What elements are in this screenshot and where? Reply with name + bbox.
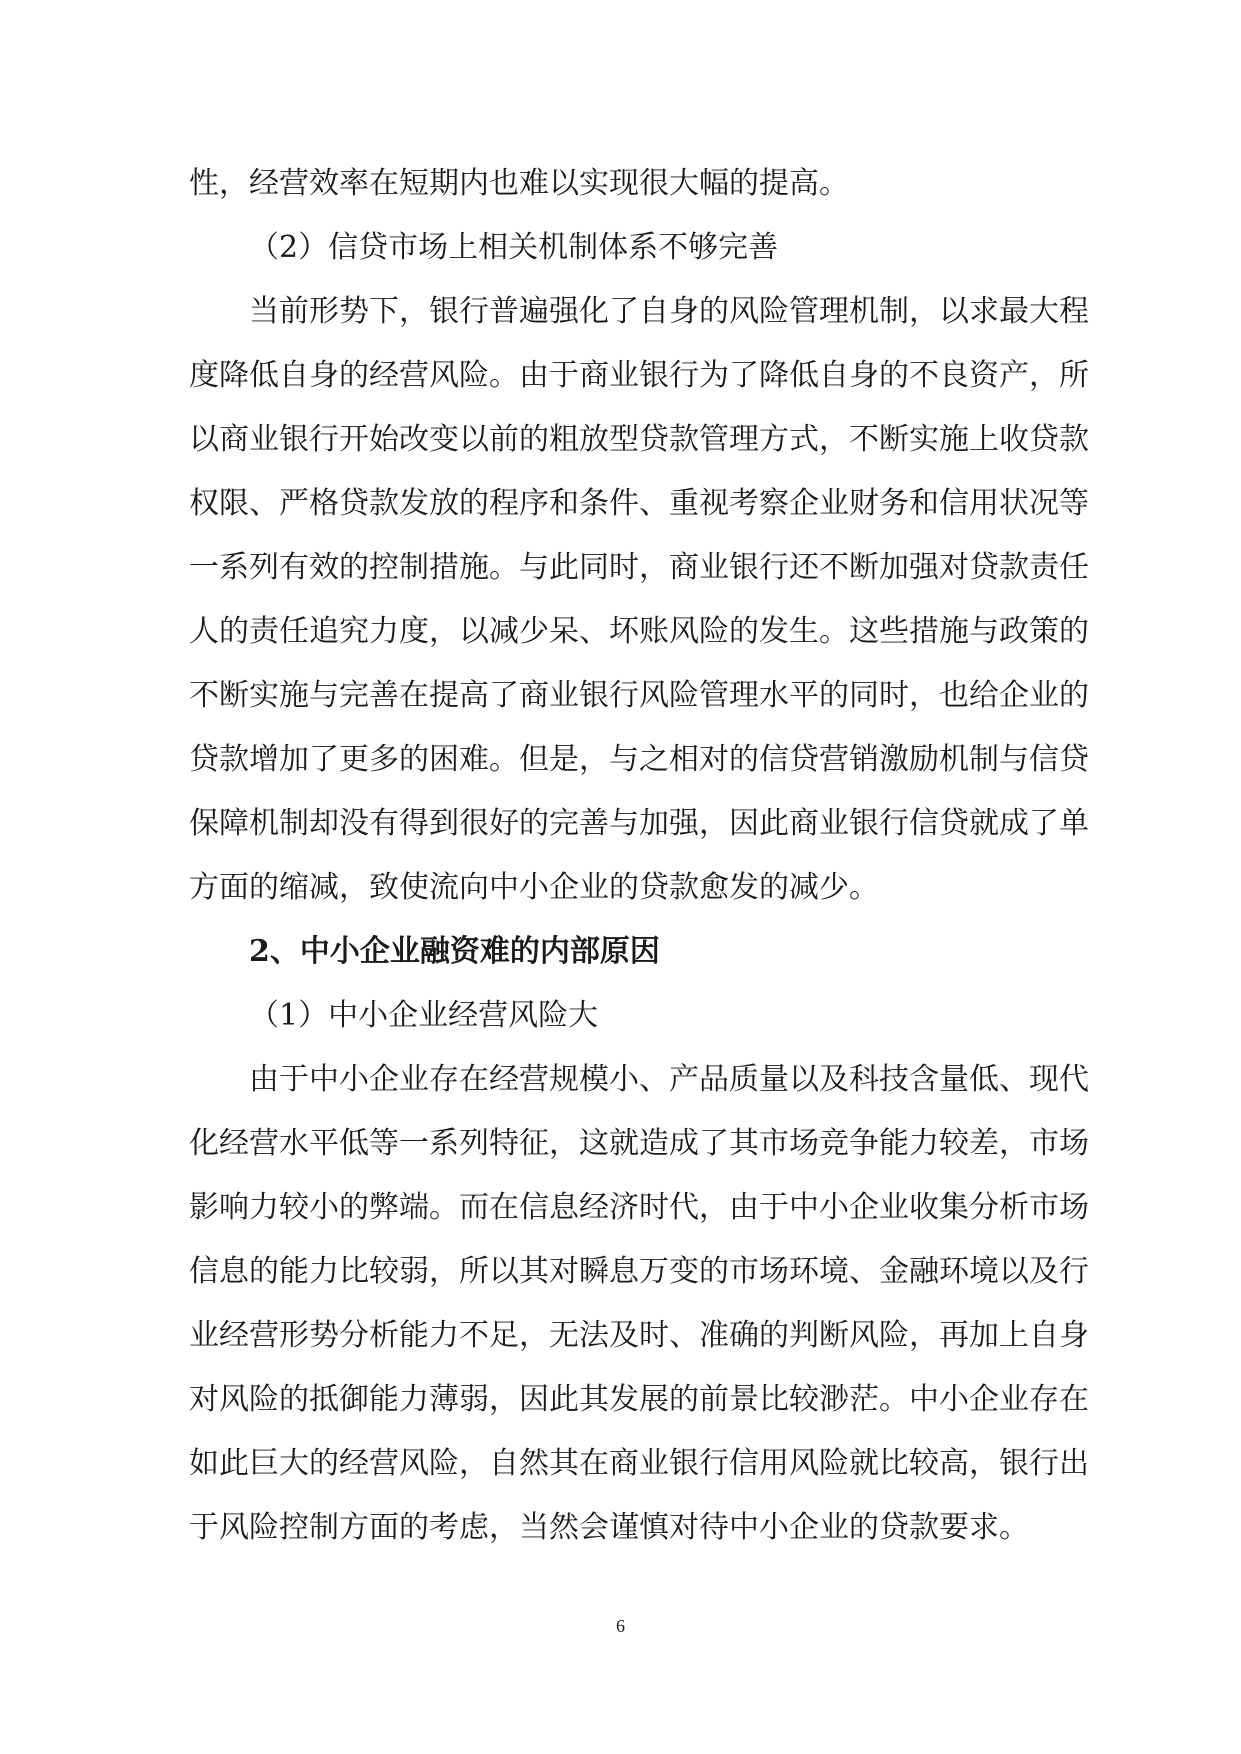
- paragraph-line: 对风险的抵御能力薄弱，因此其发展的前景比较渺茫。中小企业存在: [189, 1382, 1089, 1417]
- paragraph-line: 以商业银行开始改变以前的粗放型贷款管理方式，不断实施上收贷款: [189, 422, 1089, 457]
- paragraph-line: 如此巨大的经营风险，自然其在商业银行信用风险就比较高，银行出: [189, 1446, 1089, 1481]
- section-heading-internal-causes: 2、中小企业融资难的内部原因: [249, 934, 660, 969]
- paragraph-line: 方面的缩减，致使流向中小企业的贷款愈发的减少。: [189, 870, 879, 905]
- page-number: 6: [616, 1616, 625, 1636]
- paragraph-line: 化经营水平低等一系列特征，这就造成了其市场竞争能力较差，市场: [189, 1126, 1089, 1161]
- paragraph-line: 影响力较小的弊端。而在信息经济时代，由于中小企业收集分析市场: [189, 1190, 1089, 1225]
- paragraph-line: 贷款增加了更多的困难。但是，与之相对的信贷营销激励机制与信贷: [189, 742, 1089, 777]
- body-text: [189, 152, 1089, 1560]
- paragraph-line: 当前形势下，银行普遍强化了自身的风险管理机制，以求最大程: [249, 294, 1089, 329]
- paragraph-line: 度降低自身的经营风险。由于商业银行为了降低自身的不良资产，所: [189, 358, 1089, 393]
- paragraph-line: 保障机制却没有得到很好的完善与加强，因此商业银行信贷就成了单: [189, 806, 1089, 841]
- paragraph-line: 一系列有效的控制措施。与此同时，商业银行还不断加强对贷款责任: [189, 550, 1089, 585]
- paragraph-line: 于风险控制方面的考虑，当然会谨慎对待中小企业的贷款要求。: [189, 1510, 1029, 1545]
- paragraph-line: 信息的能力比较弱，所以其对瞬息万变的市场环境、金融环境以及行: [189, 1254, 1089, 1289]
- paragraph-line: 业经营形势分析能力不足，无法及时、准确的判断风险，再加上自身: [189, 1318, 1089, 1353]
- paragraph-line: 权限、严格贷款发放的程序和条件、重视考察企业财务和信用状况等: [189, 486, 1089, 521]
- paragraph-line: 性，经营效率在短期内也难以实现很大幅的提高。: [189, 166, 849, 201]
- paragraph-line: 不断实施与完善在提高了商业银行风险管理水平的同时，也给企业的: [189, 678, 1089, 713]
- subheading-business-risk: （1）中小企业经营风险大: [249, 998, 599, 1033]
- subheading-credit-market: （2）信贷市场上相关机制体系不够完善: [249, 230, 779, 265]
- paragraph-line: 人的责任追究力度，以减少呆、坏账风险的发生。这些措施与政策的: [189, 614, 1089, 649]
- paragraph-line: 由于中小企业存在经营规模小、产品质量以及科技含量低、现代: [249, 1062, 1089, 1097]
